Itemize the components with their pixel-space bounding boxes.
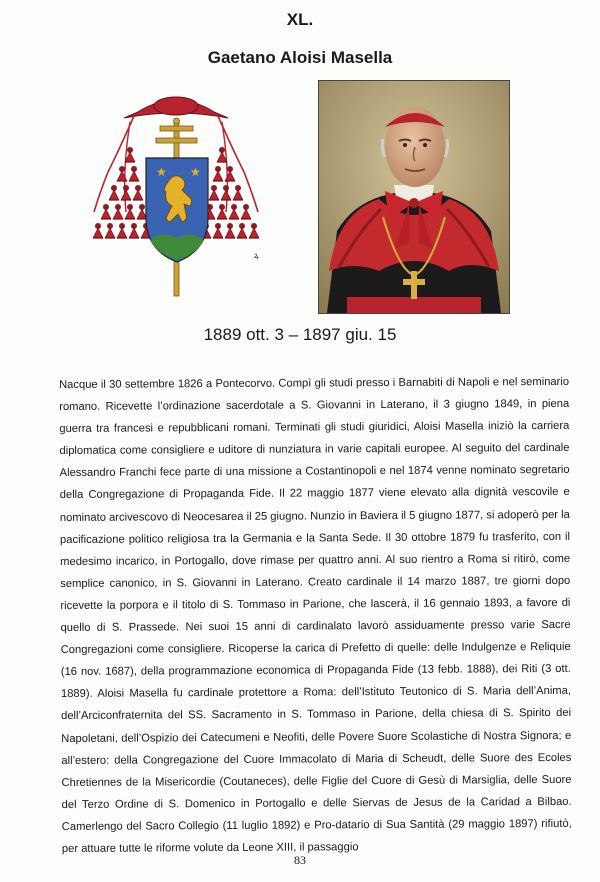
tassel xyxy=(221,185,231,200)
star-icon: ★ xyxy=(156,165,167,179)
coat-of-arms-drawing xyxy=(78,92,274,298)
tassel xyxy=(225,223,235,238)
star-icon: ★ xyxy=(190,165,201,179)
tassel xyxy=(213,223,223,238)
tassel xyxy=(121,185,131,200)
tassel xyxy=(93,223,103,238)
tassel xyxy=(237,223,247,238)
tassel xyxy=(129,223,139,238)
galero-crown xyxy=(154,97,198,115)
portrait-icon xyxy=(318,80,510,314)
portrait-drawing xyxy=(319,81,509,313)
tassel xyxy=(209,185,219,200)
tassel xyxy=(133,185,143,200)
tassel xyxy=(101,204,111,219)
heraldic-shield xyxy=(146,158,208,262)
tassel xyxy=(109,185,119,200)
tenure-dates: 1889 ott. 3 – 1897 giu. 15 xyxy=(203,325,397,344)
tassel xyxy=(213,166,223,181)
signature-mark: ꝝ xyxy=(254,251,259,260)
tassel xyxy=(129,166,139,181)
chapter-number: XL. xyxy=(286,10,314,29)
coat-of-arms-icon xyxy=(78,92,274,298)
tassel xyxy=(229,204,239,219)
tassel xyxy=(233,185,243,200)
cardinal-name: Gaetano Aloisi Masella xyxy=(207,48,393,67)
tassel xyxy=(241,204,251,219)
tassel xyxy=(113,204,123,219)
tassel xyxy=(249,223,259,238)
tassel xyxy=(117,223,127,238)
tassel xyxy=(105,223,115,238)
biography-text: Nacque il 30 settembre 1826 a Pontecorvo. Compì gli studi presso i Barnabiti di Napoli e nel seminario romano. Ricevette l’ordinazione sacerdotale a S. Giovanni in Laterano, il 3 giugno 1849, in piena guerra tra francesi e repubblicani romani. Terminati gli studi giuridici, Aloisi Masella iniziò la carriera diplomatica come consigliere e uditore di nunziatura in varie capitali europee. Al seguito del cardinale Alessandro Franchi fece parte di una missione a Costantinopoli e nel 1874 venne nominato segretario della Congregazione di Propaganda Fide. Il 22 maggio 1877 viene elevato alla dignità vescovile e nominato arcivescovo di Neocesarea il 25 giugno. Nunzio in Baviera il 5 giugno 1877, si adoperò per la pacificazione politico religiosa tra la Germania e la Santa Sede. Il 30 ottobre 1879 fu trasferito, con il medesimo incarico, in Portogallo, dove rimase per quattro anni. Al suo rientro a Roma si ritirò, come semplice canonico, in S. Giovanni in Laterano. Creato cardinale il 14 marzo 1887, tre giorni dopo ricevette la porpora e il titolo di S. Tommaso in Parione, che lascerà, il 16 gennaio 1893, a favore di quello di S. Prassede. Nei suoi 15 anni di cardinalato lavorò assiduamente presso varie Sacre Congregazioni come consigliere. Ricoperse la carica di Prefetto di quelle: delle Indulgenze e Reliquie (16 nov. 1687), della programmazione economica di Propaganda Fide (13 febb. 1888), dei Riti (3 ott. 1889). Aloisi Masella fu cardinale protettore a Roma: dell’Istituto Teutonico di S. Maria dell’Anima, dell’Arciconfraternita del SS. Sacramento in S. Tommaso in Parione, della chiesa di S. Spirito dei Napoletani, dell’Ospizio dei Catecumeni e Neofiti, delle Povere Suore Scolastiche di Nostra Signora; e all’estero: della Congregazione del Cuore Immacolato di Maria di Scheudt, delle Suore des Ecoles Chretiennes de la Misericordie (Coutaneces), delle Figlie del Cuore di Gesù di Marsiglia, delle Suore del Terzo Ordine di S. Domenico in Portogallo e delle Siervas de Jesus de la Caridad a Bilbao. Camerlengo del Sacro Collegio (11 luglio 1892) e Pro-datario di Sua Santità (29 maggio 1897) rifiutò, per attuare tutte le riforme volute da Leone XIII, il passaggio xyxy=(59,375,572,855)
page-number: 83 xyxy=(294,853,306,867)
galero-hat xyxy=(124,97,228,118)
